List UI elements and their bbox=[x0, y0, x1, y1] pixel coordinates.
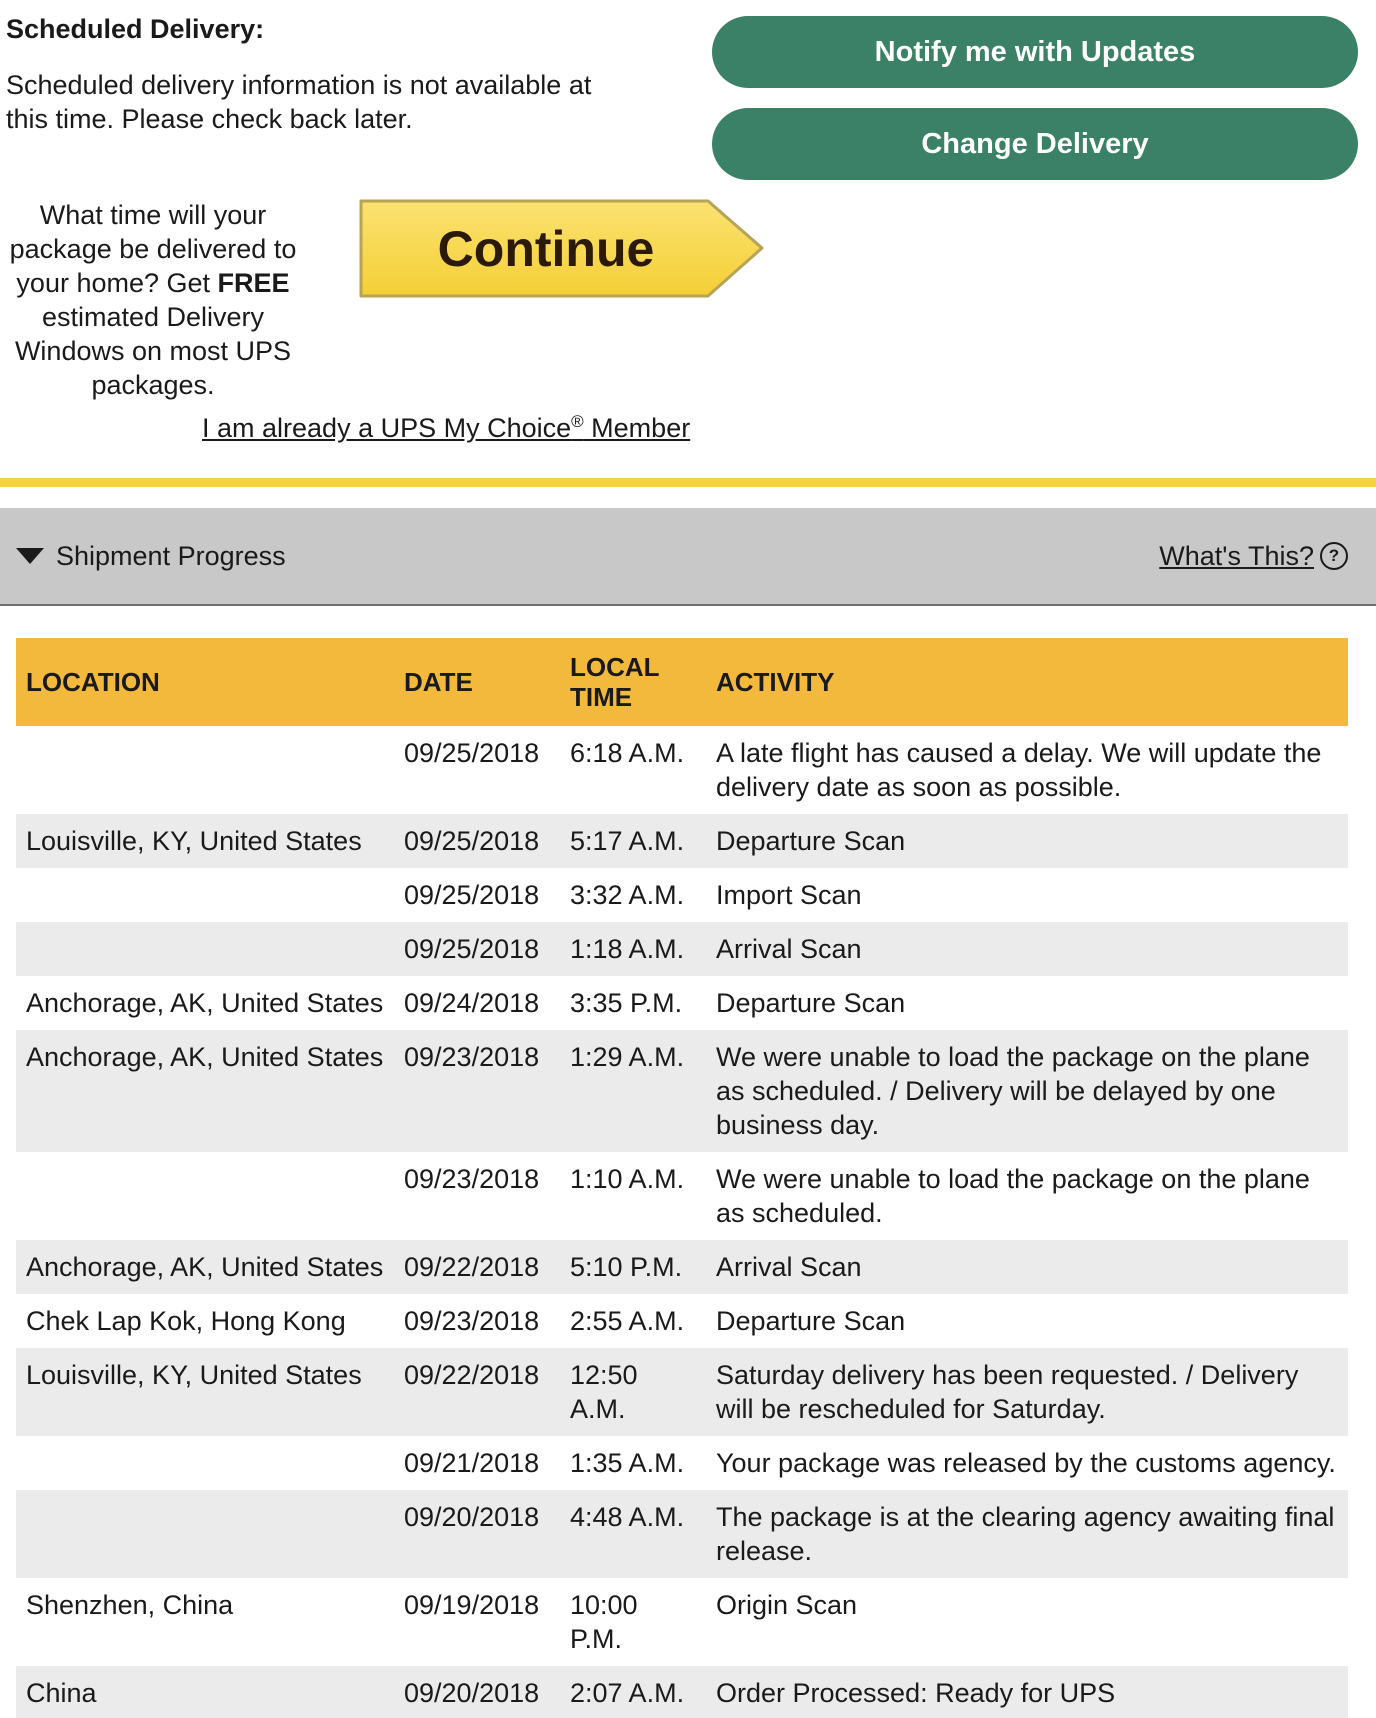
member-link-suffix: Member bbox=[583, 413, 691, 443]
my-choice-member-link[interactable] bbox=[202, 412, 690, 444]
cell-location: Anchorage, AK, United States bbox=[26, 988, 384, 1018]
cell-time: 1:29 A.M. bbox=[570, 1042, 685, 1072]
cell-time: 12:50 A.M. bbox=[570, 1360, 638, 1424]
yellow-divider bbox=[0, 478, 1376, 487]
cell-activity: Import Scan bbox=[716, 880, 862, 910]
cell-time: 5:10 P.M. bbox=[570, 1252, 683, 1282]
cell-date: 09/19/2018 bbox=[404, 1590, 540, 1620]
table-header-row bbox=[16, 638, 1348, 726]
cell-activity: Arrival Scan bbox=[716, 1252, 862, 1282]
scheduled-delivery-message: Scheduled delivery information is not available at this time. Please check back later. bbox=[6, 70, 592, 134]
cell-time: 3:35 P.M. bbox=[570, 988, 683, 1018]
cell-date: 09/20/2018 bbox=[404, 1678, 540, 1708]
cell-location bbox=[16, 922, 394, 976]
table-row bbox=[16, 868, 1348, 922]
scheduled-delivery-title: Scheduled Delivery: bbox=[6, 14, 265, 44]
cell-time: 2:55 A.M. bbox=[570, 1306, 685, 1336]
cell-time: 6:18 A.M. bbox=[570, 738, 685, 768]
table-row bbox=[16, 814, 1348, 868]
table-row bbox=[16, 976, 1348, 1030]
cell-activity: Saturday delivery has been requested. / Delivery will be rescheduled for Saturday. bbox=[716, 1360, 1299, 1424]
whats-this-label: What's This? bbox=[1159, 540, 1314, 571]
cell-time: 2:07 A.M. bbox=[570, 1678, 685, 1708]
cell-location: Chek Lap Kok, Hong Kong bbox=[26, 1306, 346, 1336]
notify-updates-button[interactable]: Notify me with Updates bbox=[712, 16, 1358, 88]
cell-location bbox=[16, 1152, 394, 1240]
cell-activity: Departure Scan bbox=[716, 826, 906, 856]
cell-date: 09/21/2018 bbox=[404, 1448, 540, 1478]
cell-location bbox=[16, 868, 394, 922]
shipment-progress-toggle[interactable] bbox=[16, 508, 286, 604]
cell-activity: Order Processed: Ready for UPS bbox=[716, 1678, 1116, 1708]
my-choice-promo-text bbox=[0, 198, 306, 402]
cell-location: Louisville, KY, United States bbox=[26, 826, 362, 856]
continue-label: Continue bbox=[437, 221, 655, 277]
cell-date: 09/23/2018 bbox=[404, 1042, 540, 1072]
cell-time: 1:18 A.M. bbox=[570, 934, 685, 964]
table-row bbox=[16, 922, 1348, 976]
caret-down-icon bbox=[16, 548, 44, 564]
shipment-progress-header bbox=[0, 508, 1376, 606]
cell-time: 4:48 A.M. bbox=[570, 1502, 685, 1532]
table-row bbox=[16, 1490, 1348, 1578]
cell-location bbox=[16, 726, 394, 814]
promo-text-after: estimated Delivery Windows on most UPS packages. bbox=[14, 302, 292, 400]
cell-location: Louisville, KY, United States bbox=[26, 1360, 362, 1390]
table-row bbox=[16, 1436, 1348, 1490]
cell-date: 09/23/2018 bbox=[404, 1306, 540, 1336]
cell-activity: Departure Scan bbox=[716, 988, 906, 1018]
header-time-line2: TIME bbox=[570, 682, 633, 712]
cell-activity: Origin Scan bbox=[716, 1590, 858, 1620]
cell-date: 09/24/2018 bbox=[404, 988, 540, 1018]
cell-activity: Arrival Scan bbox=[716, 934, 862, 964]
change-delivery-button[interactable]: Change Delivery bbox=[712, 108, 1358, 180]
cell-date: 09/23/2018 bbox=[404, 1164, 540, 1194]
table-row bbox=[16, 1152, 1348, 1240]
cell-time: 5:17 A.M. bbox=[570, 826, 685, 856]
shipment-progress-title: Shipment Progress bbox=[56, 540, 286, 571]
whats-this-link[interactable] bbox=[1159, 508, 1348, 604]
table-row bbox=[16, 1030, 1348, 1152]
cell-activity: We were unable to load the package on the plane as scheduled. bbox=[716, 1164, 1310, 1228]
cell-location bbox=[16, 1490, 394, 1578]
shipment-progress-table bbox=[16, 638, 1348, 1718]
cell-activity: Departure Scan bbox=[716, 1306, 906, 1336]
table-row bbox=[16, 1294, 1348, 1348]
continue-button[interactable] bbox=[358, 198, 766, 300]
table-row bbox=[16, 1240, 1348, 1294]
cell-date: 09/25/2018 bbox=[404, 880, 540, 910]
cell-location: China bbox=[26, 1678, 97, 1708]
cell-time: 1:35 A.M. bbox=[570, 1448, 685, 1478]
cell-activity: The package is at the clearing agency awaiting final release. bbox=[716, 1502, 1335, 1566]
cell-time: 1:10 A.M. bbox=[570, 1164, 685, 1194]
cell-time: 3:32 A.M. bbox=[570, 880, 685, 910]
member-link-prefix: I am already a UPS My Choice bbox=[202, 413, 572, 443]
table-row bbox=[16, 1666, 1348, 1718]
cell-time: 10:00 P.M. bbox=[570, 1590, 638, 1654]
header-local-time bbox=[560, 638, 706, 726]
promo-text-before: What time will your package be delivered to your home? Get bbox=[9, 200, 297, 298]
help-circle-icon: ? bbox=[1320, 542, 1348, 570]
cell-activity: A late flight has caused a delay. We will update the delivery date as soon as possible. bbox=[716, 738, 1322, 802]
cell-location: Anchorage, AK, United States bbox=[26, 1042, 384, 1072]
cell-date: 09/22/2018 bbox=[404, 1252, 540, 1282]
cell-location: Shenzhen, China bbox=[26, 1590, 234, 1620]
cell-date: 09/25/2018 bbox=[404, 738, 540, 768]
cell-date: 09/22/2018 bbox=[404, 1360, 540, 1390]
promo-free: FREE bbox=[217, 268, 290, 298]
cell-date: 09/25/2018 bbox=[404, 934, 540, 964]
cell-date: 09/25/2018 bbox=[404, 826, 540, 856]
table-row bbox=[16, 1348, 1348, 1436]
header-location: LOCATION bbox=[26, 667, 160, 697]
header-date: DATE bbox=[404, 667, 473, 697]
header-time-line1: LOCAL bbox=[570, 652, 660, 682]
cell-location bbox=[16, 1436, 394, 1490]
table-row bbox=[16, 1578, 1348, 1666]
cell-activity: Your package was released by the customs agency. bbox=[716, 1448, 1336, 1478]
table-body bbox=[16, 726, 1348, 1718]
cell-activity: We were unable to load the package on the plane as scheduled. / Delivery will be delayed by one business day. bbox=[716, 1042, 1310, 1140]
cell-location: Anchorage, AK, United States bbox=[26, 1252, 384, 1282]
cell-date: 09/20/2018 bbox=[404, 1502, 540, 1532]
table-row bbox=[16, 726, 1348, 814]
registered-mark: ® bbox=[571, 412, 584, 431]
header-activity: ACTIVITY bbox=[716, 667, 835, 697]
